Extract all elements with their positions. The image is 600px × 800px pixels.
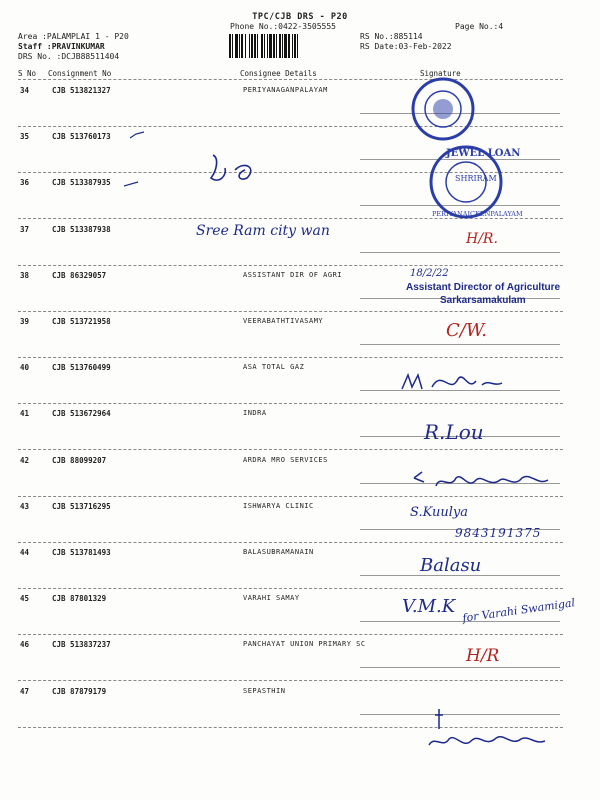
row-divider [18, 357, 563, 358]
row-consignment: CJB 513760173 [52, 132, 111, 142]
agri-stamp-line1: Assistant Director of Agriculture [406, 282, 561, 293]
row-divider [18, 126, 563, 127]
row-divider [18, 311, 563, 312]
staff-label: Staff :PRAVINKUMAR [18, 42, 105, 51]
handwritten-address: Sree Ram city wan [196, 223, 330, 239]
rs-date: RS Date:03-Feb-2022 [360, 42, 452, 51]
handwritten-note-45: for Varahi Swamigal [461, 596, 576, 625]
row-consignment: CJB 87801329 [52, 594, 107, 604]
row-consignment: CJB 513387935 [52, 178, 111, 188]
tick-mark-icon [128, 130, 148, 144]
row-divider [18, 449, 563, 450]
row-consignment: CJB 513721958 [52, 317, 111, 326]
signature-line [360, 252, 560, 253]
drs-number: DRS No. :DCJB88511404 [18, 52, 120, 61]
phone-number: Phone No.:0422-3505555 [230, 22, 336, 31]
handwritten-sig-47 [425, 705, 555, 755]
dash-mark-icon [122, 178, 142, 190]
row-consignee: BALASUBRAMANAIN [243, 548, 314, 556]
barcode [228, 34, 356, 58]
handwritten-sig-41: R.Lou [424, 420, 484, 444]
row-sno: 38 [20, 270, 30, 280]
row-sno: 37 [20, 224, 30, 234]
row-consignee: SEPASTHIN [243, 686, 286, 695]
row-sno: 45 [20, 594, 30, 604]
row-divider [18, 496, 563, 497]
round-stamp-icon [408, 74, 478, 144]
handwritten-sig-37: H/R. [466, 231, 498, 247]
col-signature: Signature [420, 69, 461, 78]
row-sno: 40 [20, 363, 30, 373]
agri-stamp-line2: Sarkarsamakulam [440, 295, 526, 306]
signature-line [360, 667, 560, 668]
row-sno: 46 [20, 640, 30, 650]
col-consignee: Consignee Details [240, 69, 317, 78]
row-sno: 43 [20, 501, 30, 511]
row-sno: 42 [20, 455, 30, 465]
row-consignee: ARDRA MRO SERVICES [243, 455, 328, 464]
row-consignment: CJB 513760499 [52, 363, 111, 373]
row-consignment: CJB 513387938 [52, 224, 111, 234]
row-sno: 41 [20, 409, 30, 419]
row-consignment: CJB 513837237 [52, 640, 111, 650]
sheet-title: TPC/CJB DRS - P20 [252, 12, 348, 22]
row-divider [18, 680, 563, 681]
row-consignment: CJB 513716295 [52, 501, 111, 511]
row-consignee: INDRA [243, 409, 267, 418]
row-consignee: VEERABATHTIVASAMY [243, 317, 324, 325]
handwritten-sig-40 [398, 365, 508, 399]
handwritten-date-38: 18/2/22 [410, 268, 449, 279]
row-sno: 36 [20, 178, 30, 188]
row-sno: 35 [20, 132, 30, 142]
row-consignee: ISHWARYA CLINIC [243, 501, 314, 510]
area-label: Area :PALAMPLAI 1 - P20 [18, 32, 129, 41]
signature-line [360, 621, 560, 622]
row-divider [18, 265, 563, 266]
row-consignment: CJB 87879179 [52, 686, 107, 696]
row-consignment: CJB 513821327 [52, 86, 111, 95]
row-consignment: CJB 513672964 [52, 409, 111, 419]
handwritten-phone-43: 9843191375 [455, 526, 542, 540]
rs-number: RS No.:885114 [360, 32, 423, 41]
page-number: Page No.:4 [455, 22, 504, 31]
row-consignment: CJB 513781493 [52, 548, 111, 557]
header-rule [18, 79, 563, 80]
row-consignee: PANCHAYAT UNION PRIMARY SC [243, 640, 366, 649]
row-divider [18, 403, 563, 404]
col-sno: S No [18, 69, 37, 78]
row-consignee: ASA TOTAL GAZ [243, 363, 305, 372]
handwritten-sig-42 [410, 468, 560, 494]
handwritten-sig-39: C/W. [446, 320, 487, 341]
row-consignee: ASSISTANT DIR OF AGRI [243, 270, 343, 279]
row-sno: 44 [20, 548, 30, 557]
row-sno: 34 [20, 86, 30, 95]
row-consignment: CJB 86329057 [52, 270, 107, 280]
stamp-text-top: JEWEL LOAN [446, 148, 521, 159]
row-sno: 47 [20, 686, 30, 696]
row-divider [18, 634, 563, 635]
row-divider [18, 542, 563, 543]
handwritten-mark [205, 150, 275, 190]
row-consignee: PERIYANAGANPALAYAM [243, 86, 328, 94]
stamp-text-bottom: PERIYANAICKENPALAYAM [432, 210, 523, 218]
col-consignment: Consignment No [48, 69, 112, 78]
row-consignee: VARAHI SAMAY [243, 594, 300, 603]
handwritten-sig-45: V.M.K [402, 596, 456, 617]
handwritten-sig-43: S.Kuulya [410, 505, 468, 520]
row-divider [18, 588, 563, 589]
handwritten-sig-44: Balasu [420, 555, 482, 576]
stamp-text-mid: SHRIRAM [455, 174, 497, 183]
row-consignment: CJB 88099207 [52, 455, 107, 465]
signature-line [360, 344, 560, 345]
row-sno: 39 [20, 317, 30, 326]
handwritten-sig-46: H/R [466, 646, 500, 666]
